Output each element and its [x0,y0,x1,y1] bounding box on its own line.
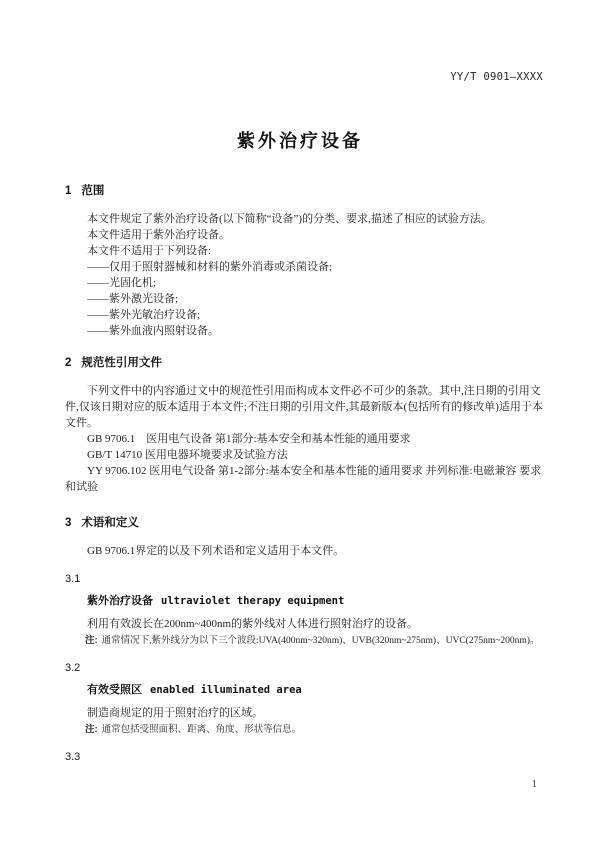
section-number: 3 [65,517,72,529]
note-text: 通常情况下,紫外线分为以下三个波段:UVA(400nm~320nm)、UVB(320nm~275nm)、UVC(275nm~200nm)。 [101,636,540,646]
section-title: 术语和定义 [81,517,139,529]
scope-exclusion-item: ——光固化机; [87,277,157,289]
scope-paragraph-2: 本文件适用于紫外治疗设备。 [87,229,230,241]
section-title: 规范性引用文件 [81,357,162,369]
section-number: 1 [65,185,72,197]
normative-references-paragraph: 下列文件中的内容通过文中的规范性引用而构成本文件必不可少的条款。其中,注日期的引用文件,仅该日期对应的版本适用于本文件;不注日期的引用文件,其最新版本(包括所有的修改单)适用于本文件。 [65,385,543,429]
term-english: enabled illuminated area [150,684,302,696]
scope-exclusion-item: ——紫外光敏治疗设备; [87,309,201,321]
reference-item: YY 9706.102 医用电气设备 第1-2部分:基本安全和基本性能的通用要求 并列标准:电磁兼容 要求和试验 [65,465,542,493]
term-entry [65,593,543,609]
doc-code: YY/T 0901—XXXX [450,71,543,83]
section-title: 范围 [81,185,105,197]
scope-exclusion-item: ——紫外激光设备; [87,293,179,305]
term-number-3-2: 3.2 [65,662,81,674]
reference-item: GB 9706.1 医用电气设备 第1部分:基本安全和基本性能的通用要求 [87,433,411,445]
term-english: ultraviolet therapy equipment [161,595,345,607]
reference-item: GB/T 14710 医用电器环境要求及试验方法 [87,449,288,461]
section-heading-terms-definitions [65,515,543,531]
term-number-3-1: 3.1 [65,573,81,585]
page-title: 紫外治疗设备 [237,131,363,151]
scope-paragraph-3: 本文件不适用于下列设备: [87,245,212,257]
terms-intro-paragraph: GB 9706.1界定的以及下列术语和定义适用于本文件。 [87,545,345,557]
scope-paragraph-1: 本文件规定了紫外治疗设备(以下简称“设备”)的分类、要求,描述了相应的试验方法。 [87,213,492,225]
scope-exclusion-item: ——紫外血液内照射设备。 [87,325,219,337]
note-label: 注: [85,635,98,646]
scope-exclusion-item: ——仅用于照射器械和材料的紫外消毒或杀菌设备; [87,261,333,273]
section-heading-scope [65,183,543,199]
document-content [65,183,543,771]
term-chinese: 紫外治疗设备 [87,595,153,607]
term-chinese: 有效受照区 [87,684,142,696]
section-number: 2 [65,357,72,369]
section-heading-normative-references [65,355,543,371]
term-note [65,634,543,648]
term-definition: 利用有效波长在200nm~400nm的紫外线对人体进行照射治疗的设备。 [87,618,419,630]
page-number: 1 [531,778,537,790]
term-definition: 制造商规定的用于照射治疗的区域。 [87,707,263,719]
term-entry [65,682,543,698]
note-text: 通常包括受照面积、距离、角度、形状等信息。 [101,725,302,735]
term-note [65,723,543,737]
note-label: 注: [85,724,98,735]
term-number-3-3: 3.3 [65,751,81,763]
